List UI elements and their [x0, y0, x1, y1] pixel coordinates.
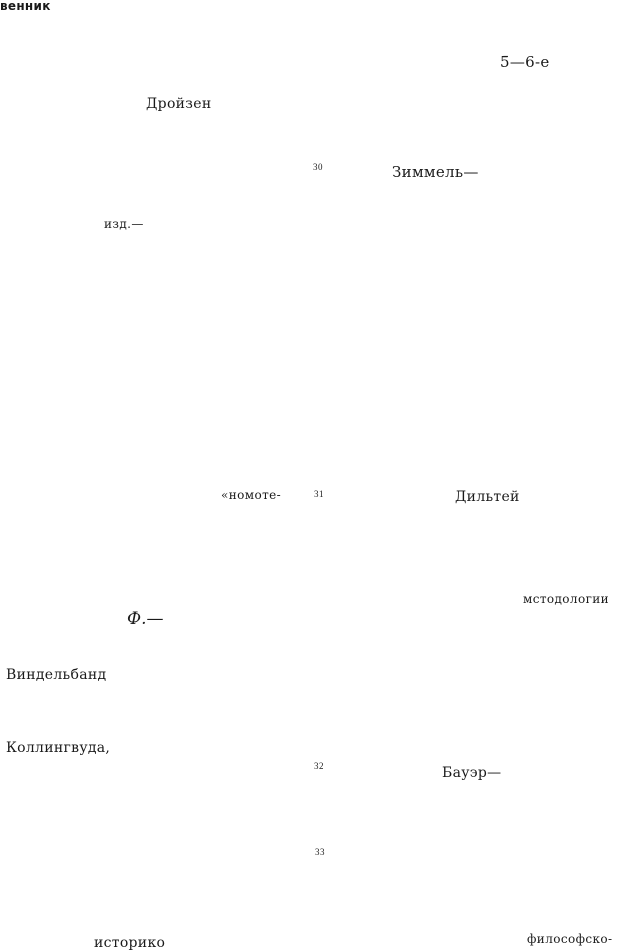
text-fragment-simmel: Зиммель— — [392, 163, 479, 181]
text-fragment-vennik: венник — [0, 0, 51, 13]
footnote-number-31: 31 — [314, 489, 324, 499]
text-fragment-dilthey: Дильтей — [455, 489, 520, 505]
text-fragment-edition: 5̄—6-е — [500, 53, 550, 71]
text-fragment-methodology: мстодологии — [523, 592, 610, 606]
text-fragment-bauer: Бауэр— — [442, 765, 502, 781]
text-fragment-istoriko: историко — [94, 935, 166, 951]
footnote-number-32: 32 — [314, 761, 324, 771]
footnote-number-30: 30 — [313, 162, 323, 172]
text-fragment-f: Ф.— — [127, 609, 164, 629]
text-fragment-nomote: «номоте- — [221, 488, 282, 502]
text-fragment-philosophico: философско- — [527, 932, 613, 946]
text-fragment-izd: изд.— — [104, 217, 144, 231]
text-fragment-droysen: Дройзен — [146, 96, 212, 112]
footnote-number-33: 33 — [315, 847, 325, 857]
text-fragment-windelband: Виндельбанд — [6, 667, 107, 683]
text-fragment-collingwood: Коллингвуда, — [6, 740, 111, 756]
